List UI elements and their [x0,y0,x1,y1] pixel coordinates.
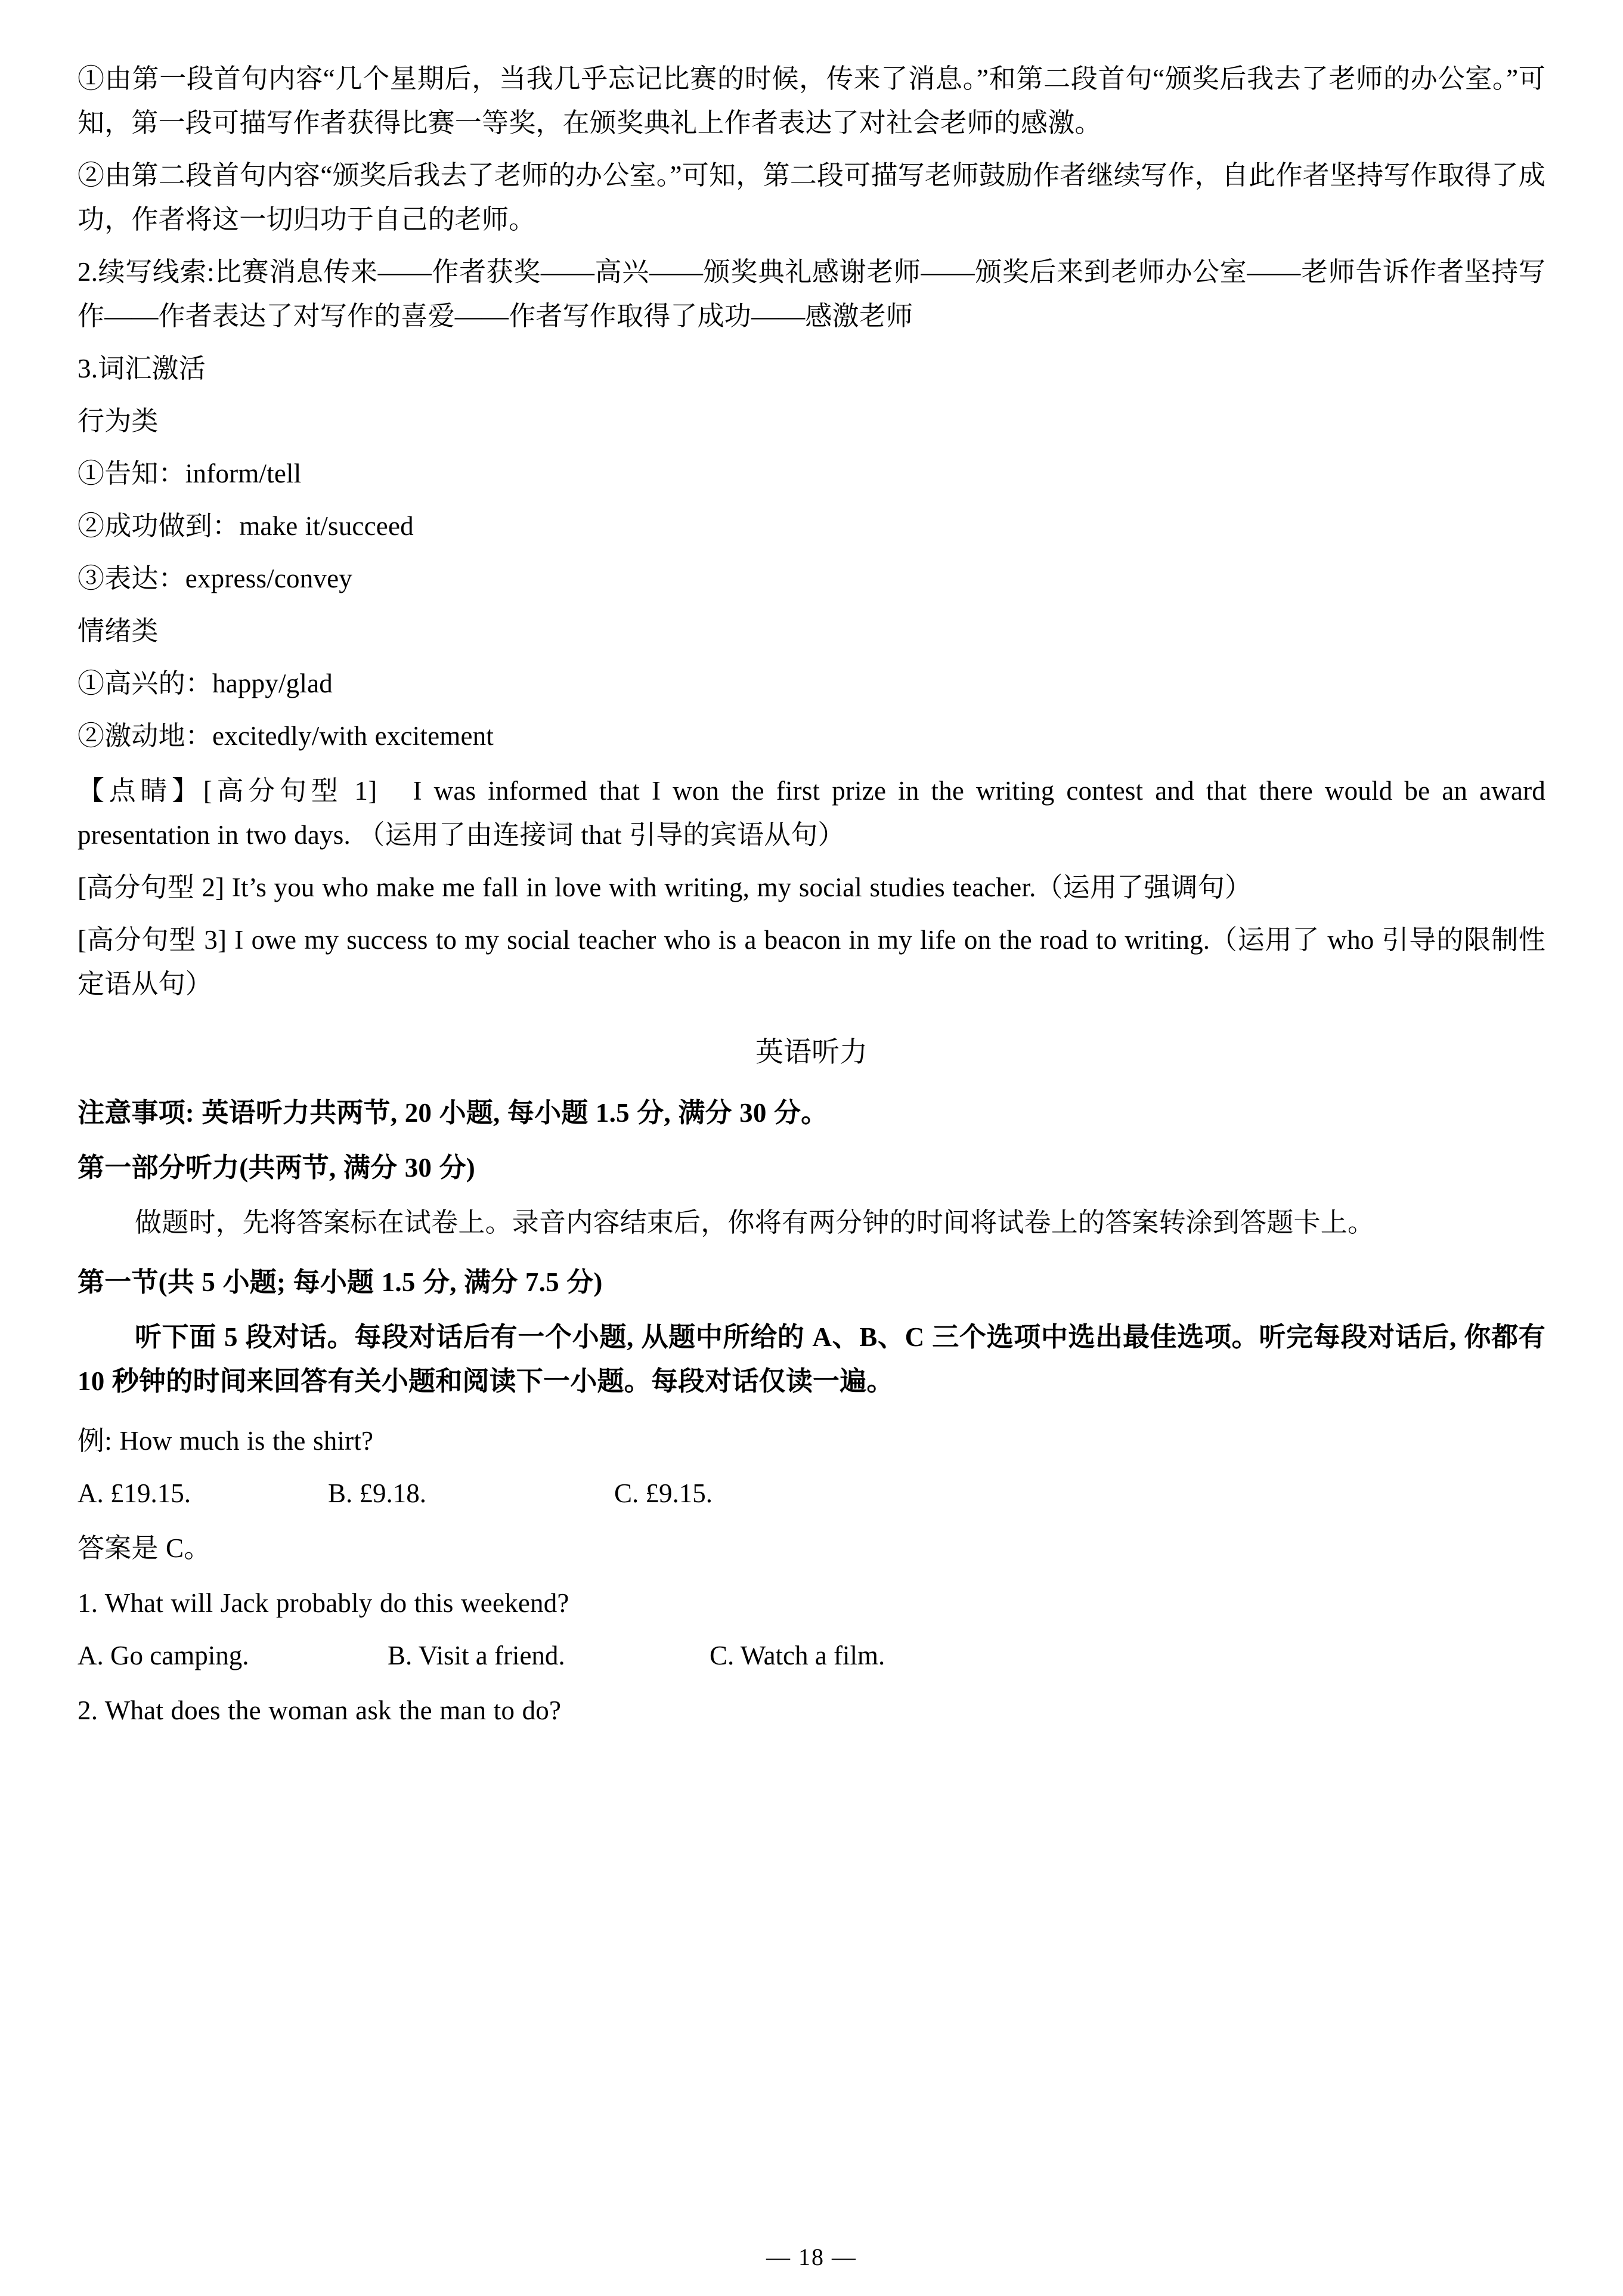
listening-example-answer: 答案是 C。 [78,1533,211,1563]
page-content-column [78,57,1545,1732]
listening-question-1-option-c[interactable]: C. Watch a film. [710,1641,885,1670]
vocab-emotion-item-2: ②激动地：excitedly/with excitement [78,721,494,751]
vocab-action-item-3: ③表达：express/convey [78,564,353,593]
highlight-sentence-3: [高分句型 3] I owe my success to my social teacher who is a beacon in my life on the road to writing.（运用了 who 引导的限制性定语从句） [78,925,1545,999]
highlight-sentence-1: 【点睛】[高分句型 1] I was informed that I won the first prize in the writing contest and that there would be an award presentation in two days. （运用了由连接词 that 引导的宾语从句） [78,776,1545,850]
listening-question-2-prompt: 2. What does the woman ask the man to do? [78,1695,562,1725]
listening-section-title: 英语听力 [755,1037,868,1068]
listening-example-prompt: 例: How much is the shirt? [78,1426,374,1456]
listening-subsection-instruction: 听下面 5 段对话。每段对话后有一个小题, 从题中所给的 A、B、C 三个选项中选出最佳选项。听完每段对话后, 你都有 10 秒钟的时间来回答有关小题和阅读下一小题。每段对话仅读一遍。 [78,1322,1545,1396]
listening-example-options [78,1471,1545,1515]
listening-question-1-options [78,1633,1545,1678]
listening-example-option-a[interactable]: A. £19.15. [78,1478,191,1508]
listening-example-option-c[interactable]: C. £9.15. [614,1478,713,1508]
listening-question-1-option-a[interactable]: A. Go camping. [78,1641,249,1670]
writing-clue-line: 2.续写线索:比赛消息传来——作者获奖——高兴——颁奖典礼感谢老师——颁奖后来到老师办公室——老师告诉作者坚持写作——作者表达了对写作的喜爱——作者写作取得了成功——感激老师 [78,257,1545,331]
vocabulary-activation-heading: 3.词汇激活 [78,354,206,383]
listening-part-one-instruction: 做题时，先将答案标在试卷上。录音内容结束后，你将有两分钟的时间将试卷上的答案转涂到答题卡上。 [135,1208,1375,1237]
listening-notice: 注意事项: 英语听力共两节, 20 小题, 每小题 1.5 分, 满分 30 分。 [78,1098,828,1128]
vocab-category-emotion: 情绪类 [78,616,159,646]
listening-part-one-title: 第一部分听力(共两节, 满分 30 分) [78,1153,475,1183]
highlight-sentence-2: [高分句型 2] It’s you who make me fall in love with writing, my social studies teacher.（运用了强调句） [78,872,1252,902]
vocab-action-item-1: ①告知：inform/tell [78,459,302,488]
vocab-action-item-2: ②成功做到：make it/succeed [78,511,414,541]
page-number: — 18 — [766,2244,857,2270]
listening-question-1-prompt: 1. What will Jack probably do this weekend? [78,1588,569,1618]
vocab-emotion-item-1: ①高兴的：happy/glad [78,669,333,698]
analysis-point-2: ②由第二段首句内容“颁奖后我去了老师的办公室。”可知，第二段可描写老师鼓励作者继续写作，自此作者坚持写作取得了成功，作者将这一切归功于自己的老师。 [78,160,1545,234]
analysis-point-1: ①由第一段首句内容“几个星期后，当我几乎忘记比赛的时候，传来了消息。”和第二段首句“颁奖后我去了老师的办公室。”可知，第一段可描写作者获得比赛一等奖，在颁奖典礼上作者表达了对社会老师的感激。 [78,64,1545,138]
vocab-category-action: 行为类 [78,406,159,436]
listening-example-option-b[interactable]: B. £9.18. [328,1478,427,1508]
listening-question-1-option-b[interactable]: B. Visit a friend. [388,1641,565,1670]
listening-subsection-title: 第一节(共 5 小题; 每小题 1.5 分, 满分 7.5 分) [78,1267,603,1297]
